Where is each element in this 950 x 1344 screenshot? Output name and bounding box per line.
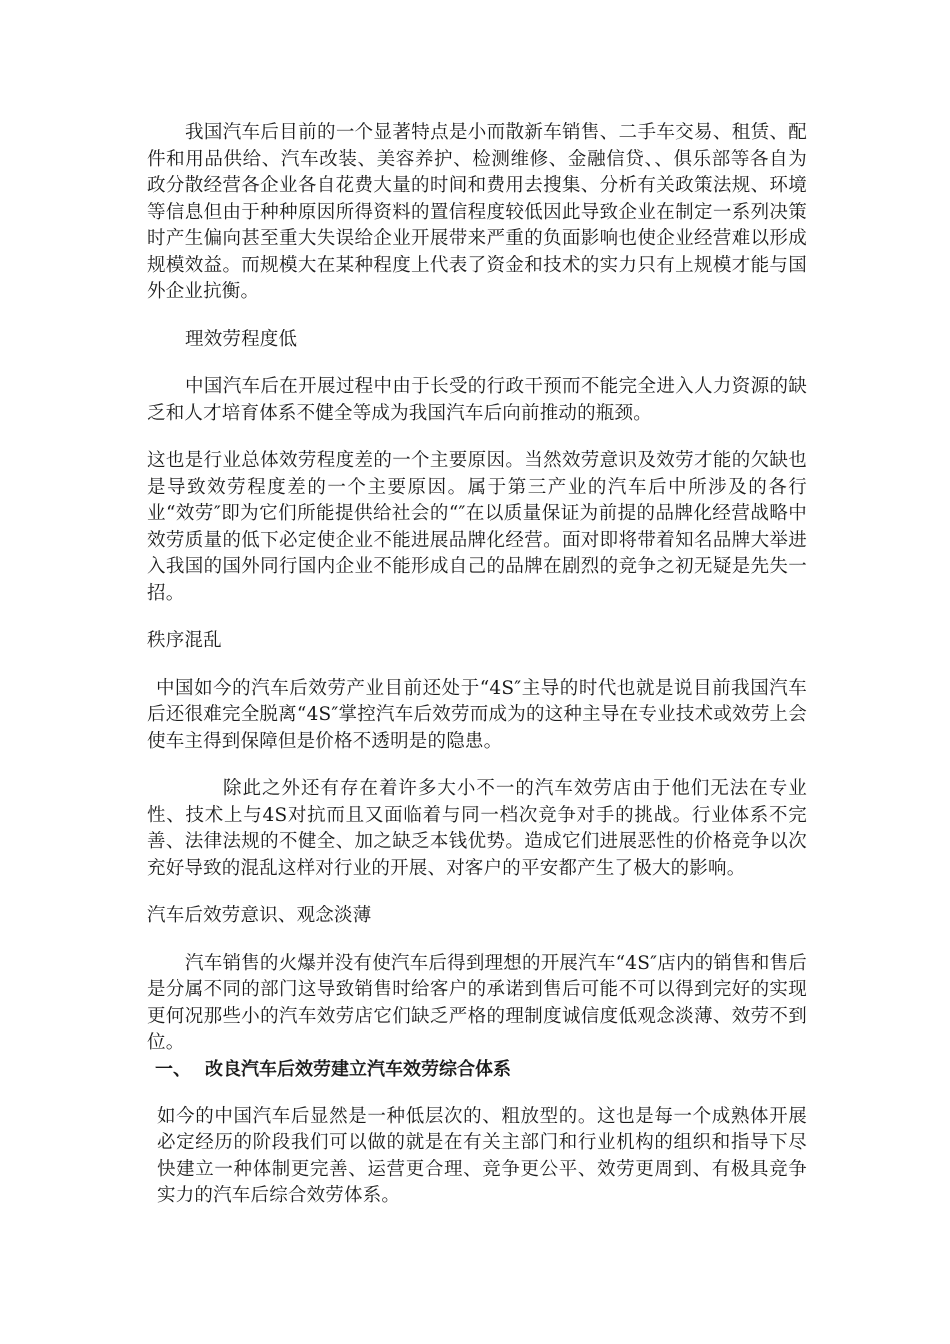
paragraph-service-quality: 这也是行业总体效劳程度差的一个主要原因。当然效劳意识及效劳才能的欠缺也是导致效劳程度差的一个主要原因。属于第三产业的汽车后中所涉及的各行业“效劳″即为它们所能提供给社会的“″在以质量保证为前提的品牌化经营战略中效劳质量的低下必定使企业不能进展品牌化经营。面对即将带着知名品牌大举进入我国的国外同行国内企业不能形成自己的品牌在剧烈的竞争之初无疑是先失一招。 [147, 450, 807, 604]
paragraph-scale-issue: 我国汽车后目前的一个显著特点是小而散新车销售、二手车交易、租赁、配件和用品供给、汽车改装、美容养护、检测维修、金融信贷、、俱乐部等各自为政分散经营各企业各自花费大量的时间和费用去搜集、分析有关政策法规、环境等信息但由于种种原因所得资料的置信程度较低因此导致企业在制定一系列决策时产生偏向甚至重大失误给企业开展带来严重的负面影响也使企业经营难以形成规模效益。而规模大在某种程度上代表了资金和技术的实力只有上规模才能与国外企业抗衡。 [147, 122, 807, 302]
section-title-service-level: 理效劳程度低 [185, 328, 298, 350]
paragraph-talent-bottleneck: 中国汽车后在开展过程中由于长受的行政干预而不能完全进入人力资源的缺乏和人才培育体系不健全等成为我国汽车后向前推动的瓶颈。 [147, 376, 807, 424]
document-page [147, 120, 807, 1210]
section-title-disorder: 秩序混乱 [147, 630, 222, 651]
section-heading-text: 改良汽车后效劳建立汽车效劳综合体系 [205, 1058, 511, 1080]
paragraph-4s-dominance: 中国如今的汽车后效劳产业目前还处于“4S″主导的时代也就是说目前我国汽车后还很难完全脱离“4S″掌控汽车后效劳而成为的这种主导在专业技术或效劳上会使车主得到保障但是价格不透明是的隐患。 [147, 677, 807, 752]
section-heading-number: 一、 [155, 1058, 191, 1080]
section-title-service-awareness: 汽车后效劳意识、观念淡薄 [147, 905, 372, 926]
section-heading-1 [155, 1057, 807, 1083]
paragraph-sales-aftersales: 汽车销售的火爆并没有使汽车后得到理想的开展汽车“4S″店内的销售和售后是分属不同的部门这导致销售时给客户的承诺到售后可能不可以得到完好的实现更何况那些小的汽车效劳店它们缺乏严格的理制度诚信度低观念淡薄、效劳不到位。 [147, 952, 807, 1053]
paragraph-small-shops: 除此之外还有存在着许多大小不一的汽车效劳店由于他们无法在专业性、技术上与4S对抗而且又面临着与同一档次竞争对手的挑战。行业体系不完善、法律法规的不健全、加之缺乏本钱优势。造成它们进展恶性的价格竞争以次充好导致的混乱这样对行业的开展、对客户的平安都产生了极大的影响。 [147, 778, 807, 879]
paragraph-comprehensive-system: 如今的中国汽车后显然是一种低层次的、粗放型的。这也是每一个成熟体开展必定经历的阶段我们可以做的就是在有关主部门和行业机构的组织和指导下尽快建立一种体制更完善、运营更合理、竞争更公平、效劳更周到、有极具竞争实力的汽车后综合效劳体系。 [157, 1105, 807, 1206]
